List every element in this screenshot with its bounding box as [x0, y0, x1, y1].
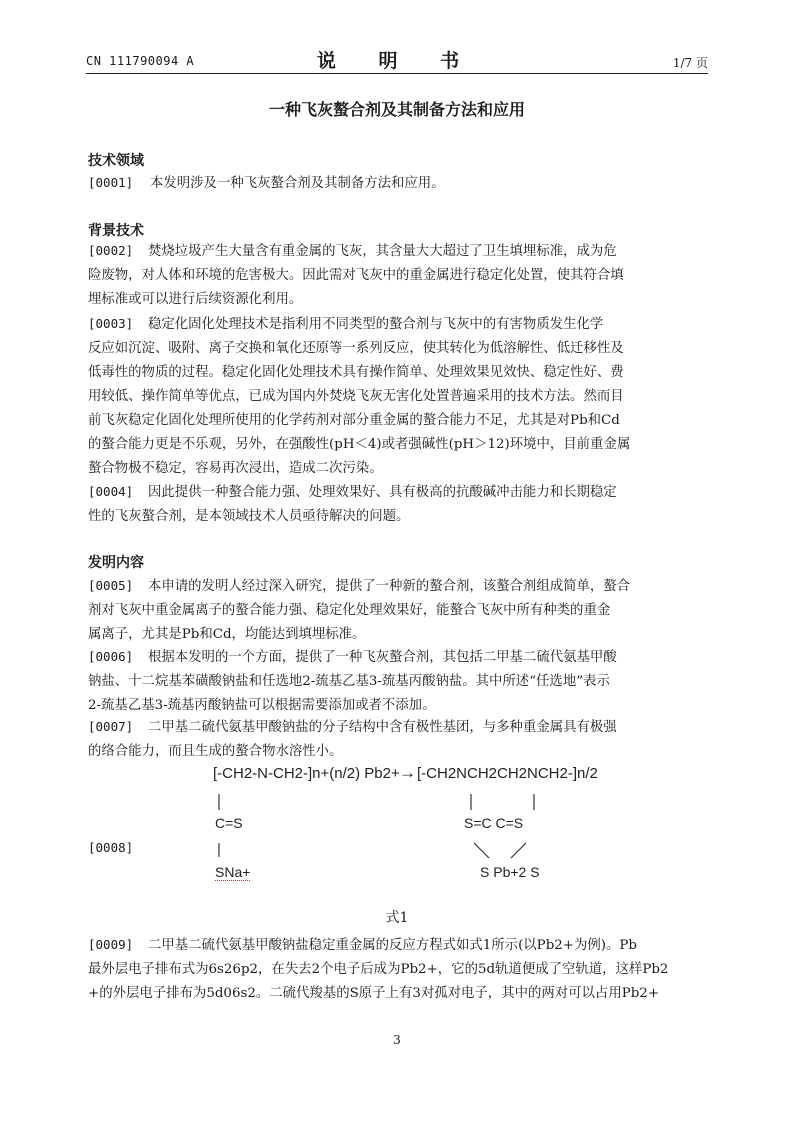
paragraph-0006: [0006] 根据本发明的一个方面，提供了一种飞灰螯合剂，其包括二甲基二硫代氨基甲酸 钠盐、十二烷基苯磺酸钠盐和任选地2-巯基乙基3-巯基丙酸钠盐。其中所述“任选地”表示 2-巯基乙基3-巯基丙酸钠盐可以根据需要添加或者不添加。 — [88, 645, 708, 718]
paragraph-0008 — [88, 836, 168, 861]
paragraph-0007: [0007] 二甲基二硫代氨基甲酸钠盐的分子结构中含有极性基团，与多种重金属具有极强 的络合能力，而且生成的螯合物水溶性小。 — [88, 715, 708, 764]
paragraph-number: [0003] — [88, 316, 134, 331]
formula-left-bond: C=S — [215, 815, 243, 831]
paragraph-0009: [0009] 二甲基二硫代氨基甲酸钠盐稳定重金属的反应方程式如式1所示(以Pb2+为例)。Pb 最外层电子排布式为6s26p2，在失去2个电子后成为Pb2+，它的5d轨道便成了空轨道，这样Pb2 +的外层电子排布为5d06s2。二硫代羧基的S原子上有3对孤对电子，其中的两对可以占用Pb2+ — [88, 933, 708, 1006]
paragraph-number: [0001] — [88, 175, 134, 190]
section-heading-background: 背景技术 — [88, 223, 144, 239]
formula-reactant: [-CH2-N-CH2-]n+(n/2) Pb2+ — [213, 765, 400, 782]
header-title: 说 明 书 — [316, 50, 478, 72]
section-heading-field: 技术领域 — [88, 153, 144, 169]
formula-product: [-CH2NCH2CH2NCH2-]n/2 — [417, 765, 598, 782]
paragraph-0002: [0002] 焚烧垃圾产生大量含有重金属的飞灰，其含量大大超过了卫生填埋标准，成为危 险废物，对人体和环境的危害极大。因此需对飞灰中的重金属进行稳定化处置，使其符合填 埋标准或可以进行后续资源化利用。 — [88, 239, 708, 312]
paragraph-number: [0004] — [88, 484, 134, 499]
formula-right-bonds: S=C C=S — [464, 815, 524, 831]
section-heading-content: 发明内容 — [88, 555, 144, 571]
document-title: 一种飞灰螯合剂及其制备方法和应用 — [268, 100, 525, 119]
paragraph-number: [0009] — [88, 937, 134, 952]
page-number: 3 — [393, 1033, 401, 1047]
paragraph-0004: [0004] 因此提供一种螯合能力强、处理效果好、具有极高的抗酸碱冲击能力和长期稳定 性的飞灰螯合剂，是本领域技术人员亟待解决的问题。 — [88, 480, 708, 529]
paragraph-0005: [0005] 本申请的发明人经过深入研究，提供了一种新的螯合剂，该螯合剂组成简单，螯合 剂对飞灰中重金属离子的螯合能力强、稳定化处理效果好，能螯合飞灰中所有种类的重金 属离子，尤其是Pb和Cd，均能达到填埋标准。 — [88, 574, 708, 647]
formula-right-metal: S Pb+2 S — [480, 864, 540, 880]
page-indicator: 1/7 页 — [672, 56, 708, 70]
formula-left-salt: SNa+ — [215, 864, 251, 880]
paragraph-number: [0008] — [88, 840, 134, 855]
paragraph-number: [0007] — [88, 719, 134, 734]
reaction-arrow: → — [399, 763, 416, 782]
paragraph-number: [0006] — [88, 649, 134, 664]
patent-number: CN 111790094 A — [86, 54, 195, 68]
header-divider — [86, 73, 708, 74]
formula-caption: 式1 — [385, 910, 409, 926]
paragraph-0001: [0001] 本发明涉及一种飞灰螯合剂及其制备方法和应用。 — [88, 171, 708, 196]
paragraph-number: [0002] — [88, 243, 134, 258]
paragraph-number: [0005] — [88, 578, 134, 593]
paragraph-0003: [0003] 稳定化固化处理技术是指利用不同类型的螯合剂与飞灰中的有害物质发生化学 反应如沉淀、吸附、离子交换和氧化还原等一系列反应，使其转化为低溶解性、低迁移性及 低毒性的物质的过程。稳定化固化处理技术具有操作简单、处理效果见效快、稳定性好、费 用较低、操作简单等优点，已成为国内外焚烧飞灰无害化处置普遍采用的技术方法。然而目 前飞灰稳定化固化处理所使用的化学药剂对部分重金属的螯合能力不足，尤其是对Pb和Cd 的螯合能力更是不乐观，另外，在强酸性(pH＜4)或者强碱性(pH＞12)环境中，目前重金属 螯合物极不稳定，容易再次浸出，造成二次污染。 — [88, 312, 708, 481]
